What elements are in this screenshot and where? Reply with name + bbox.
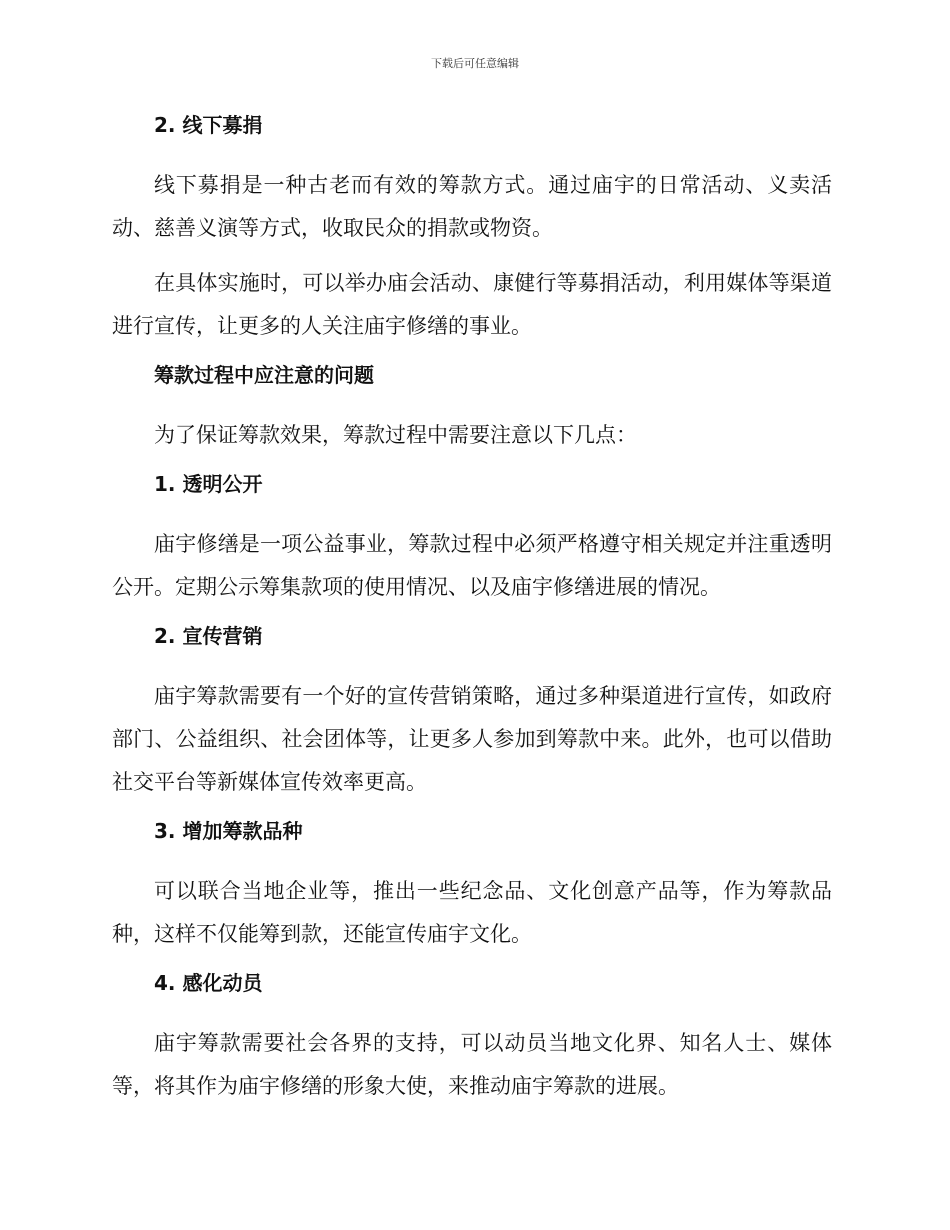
paragraph-mobilization: 庙宇筹款需要社会各界的支持，可以动员当地文化界、知名人士、媒体等，将其作为庙宇修缮的形象大使，来推动庙宇筹款的进展。 [112, 1031, 832, 1098]
paragraph-transparency: 庙宇修缮是一项公益事业，筹款过程中必须严格遵守相关规定并注重透明公开。定期公示筹集款项的使用情况、以及庙宇修缮进展的情况。 [112, 532, 832, 599]
section-heading-mobilization: 4. 感化动员 [154, 971, 263, 995]
section-heading-product-variety: 3. 增加筹款品种 [154, 819, 303, 843]
section-heading-offline-fundraising: 2. 线下募捐 [154, 113, 263, 137]
paragraph-offline-fundraising-implementation: 在具体实施时，可以举办庙会活动、康健行等募捐活动，利用媒体等渠道进行宣传，让更多的人关注庙宇修缮的事业。 [112, 271, 832, 338]
section-heading-transparency: 1. 透明公开 [154, 472, 263, 496]
section-heading-marketing: 2. 宣传营销 [154, 624, 263, 648]
paragraph-product-variety: 可以联合当地企业等，推出一些纪念品、文化创意产品等，作为筹款品种，这样不仅能筹到款，还能宣传庙宇文化。 [112, 879, 832, 946]
section-heading-issues: 筹款过程中应注意的问题 [154, 363, 374, 387]
paragraph-marketing: 庙宇筹款需要有一个好的宣传营销策略，通过多种渠道进行宣传，如政府部门、公益组织、社会团体等，让更多人参加到筹款中来。此外，也可以借助社交平台等新媒体宣传效率更高。 [112, 684, 832, 794]
page-header: 下载后可任意编辑 [431, 57, 519, 70]
paragraph-issues-intro: 为了保证筹款效果，筹款过程中需要注意以下几点： [154, 423, 637, 447]
paragraph-offline-fundraising-intro: 线下募捐是一种古老而有效的筹款方式。通过庙宇的日常活动、义卖活动、慈善义演等方式，收取民众的捐款或物资。 [112, 173, 832, 240]
document-body [112, 110, 832, 1120]
